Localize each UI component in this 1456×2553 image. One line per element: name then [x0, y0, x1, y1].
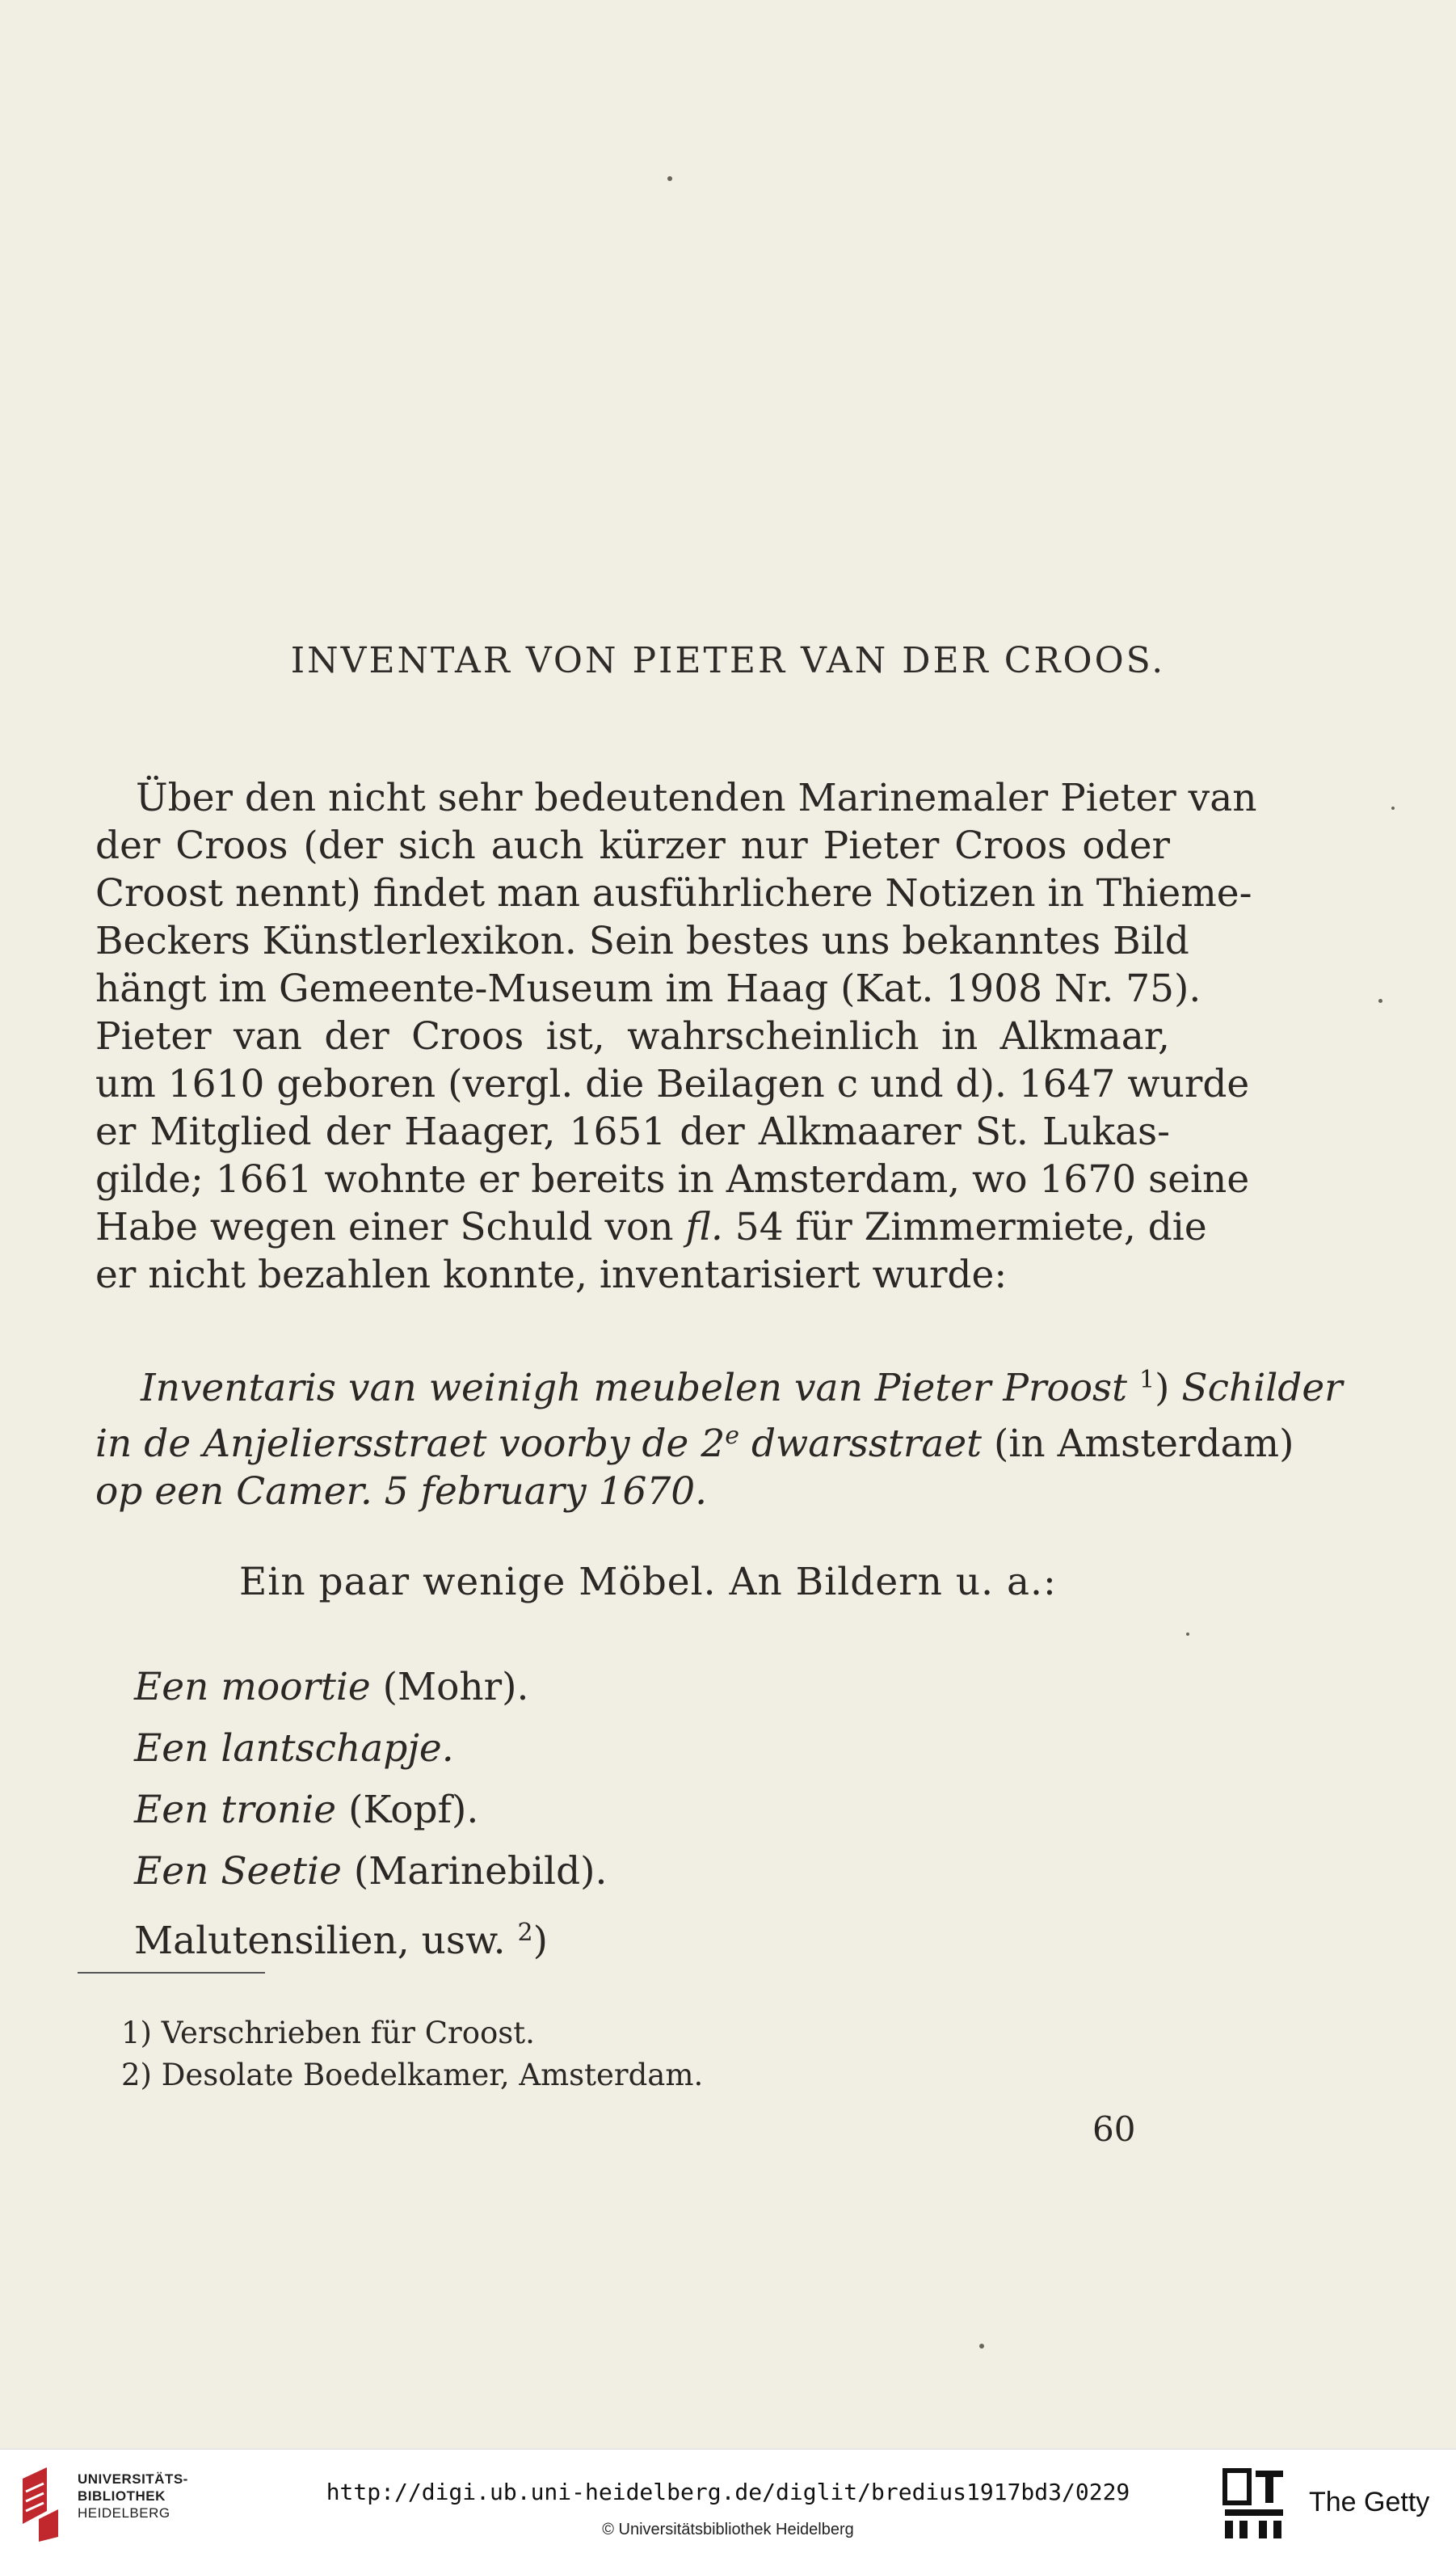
- paper-speck: [1186, 1632, 1189, 1636]
- heading-normal: (in Amsterdam): [994, 1422, 1294, 1466]
- paragraph-line: Pieter van der Croos ist, wahrscheinlich in Alkmaar,: [95, 1014, 1170, 1059]
- page-title: INVENTAR VON PIETER VAN DER CROOS.: [290, 640, 1166, 681]
- heading-line: op een Camer. 5 february 1670.: [95, 1469, 708, 1514]
- footnote: 1) Verschrieben für Croost.: [121, 2016, 535, 2050]
- heading-italic: in de Anjeliersstraet voorby de 2: [95, 1422, 726, 1466]
- heading-line: [95, 1356, 1343, 1412]
- paragraph-line: [95, 1203, 1207, 1251]
- body-paragraph: [95, 774, 1257, 1299]
- paper-speck: [979, 2344, 984, 2349]
- footnotes: [121, 2012, 703, 2096]
- page-number: 60: [1092, 2109, 1136, 2149]
- footnote: 2) Desolate Boedelkamer, Amsterdam.: [121, 2058, 704, 2092]
- partner-name: The Getty: [1309, 2487, 1430, 2517]
- paragraph-line: Beckers Künstlerlexikon. Sein bestes uns bekanntes Bild: [95, 919, 1189, 963]
- paper-speck: [667, 176, 672, 181]
- list-item: Een Seetie (Marinebild).: [134, 1849, 608, 1894]
- viewer-footer: [0, 2449, 1456, 2553]
- list-item: Een tronie (Kopf).: [134, 1788, 479, 1832]
- heading-italic: Inventaris van weinigh meubelen van Pieter Proost: [141, 1366, 1128, 1410]
- footnote-divider: [78, 1972, 265, 1974]
- paragraph-line: Croost nennt) findet man ausführlichere Notizen in Thieme-: [95, 871, 1252, 916]
- paragraph-line: er nicht bezahlen konnte, inventarisiert wurde:: [95, 1253, 1008, 1297]
- getty-logo: [1222, 2467, 1286, 2542]
- paragraph-line: gilde; 1661 wohnte er bereits in Amsterdam, wo 1670 seine: [95, 1157, 1250, 1202]
- paragraph-line: er Mitglied der Haager, 1651 der Alkmaarer St. Lukas-: [95, 1110, 1170, 1154]
- currency-abbrev: fl.: [685, 1205, 723, 1249]
- library-name: UNIVERSITÄTS- BIBLIOTHEK HEIDELBERG: [78, 2471, 188, 2521]
- paper-speck: [1378, 999, 1382, 1003]
- intro-line: Ein paar wenige Möbel. An Bildern u. a.:: [239, 1560, 1057, 1604]
- paragraph-line: der Croos (der sich auch kürzer nur Pieter Croos oder: [95, 824, 1170, 868]
- heading-italic: Schilder: [1181, 1366, 1343, 1410]
- inventory-heading: [95, 1356, 1343, 1515]
- paragraph-line: Über den nicht sehr bedeutenden Marinemaler Pieter van: [136, 776, 1257, 820]
- paragraph-text: 54 für Zimmermiete, die: [734, 1205, 1207, 1249]
- footnote-paren: ): [1155, 1366, 1170, 1410]
- paragraph-text: Habe wegen einer Schuld von: [95, 1205, 674, 1249]
- copyright-notice: © Universitätsbibliothek Heidelberg: [602, 2521, 854, 2538]
- list-item: Een lantschapje.: [134, 1726, 454, 1771]
- paragraph-line: hängt im Gemeente-Museum im Haag (Kat. 1908 Nr. 75).: [95, 967, 1201, 1011]
- list-item: Een moortie (Mohr).: [134, 1665, 529, 1709]
- heading-line: [95, 1412, 1294, 1468]
- heading-italic: dwarsstraet: [751, 1422, 983, 1466]
- paper-speck: [1391, 807, 1395, 810]
- paragraph-line: um 1610 geboren (vergl. die Beilagen c und d). 1647 wurde: [95, 1062, 1250, 1106]
- footnote-ref: 1: [1139, 1366, 1155, 1394]
- ordinal-sup: e: [725, 1422, 739, 1450]
- permalink-url[interactable]: http://digi.ub.uni-heidelberg.de/diglit/bredius1917bd3/0229: [326, 2479, 1130, 2505]
- inventory-list: [134, 1657, 607, 1972]
- list-item: Malutensilien, usw. $^2$): [134, 1919, 548, 1963]
